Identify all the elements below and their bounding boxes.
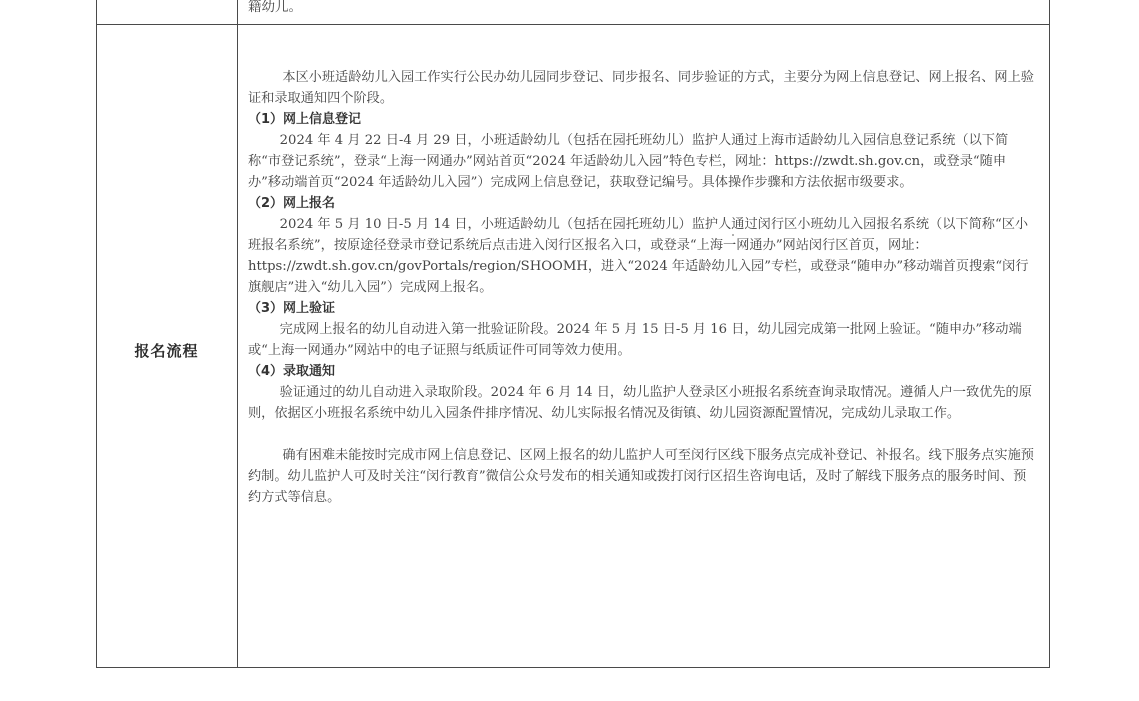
registration-process-content	[248, 67, 1038, 508]
section-body-online-verification: 完成网上报名的幼儿自动进入第一批验证阶段。2024 年 5 月 15 日-5 月 16 日，幼儿园完成第一批网上验证。“随申办”移动端或“上海一网通办”网站中的电子证照与纸质证件可同等效力使用。	[248, 322, 1022, 358]
closing-paragraph: 确有困难未能按时完成市网上信息登记、区网上报名的幼儿监护人可至闵行区线下服务点完成补登记、补报名。线下服务点实施预约制。幼儿监护人可及时关注“闵行教育”微信公众号发布的相关通知或拨打闵行区招生咨询电话，及时了解线下服务点的服务时间、预约方式等信息。	[248, 448, 1034, 505]
previous-row-text: 籍幼儿。	[248, 0, 302, 15]
section-heading-online-info-registration: （1）网上信息登记	[248, 112, 362, 127]
section-heading-admission-notice: （4）录取通知	[248, 364, 336, 379]
paragraph-spacer	[248, 424, 1038, 445]
section-body-online-info-registration: 2024 年 4 月 22 日-4 月 29 日，小班适龄幼儿（包括在园托班幼儿）监护人通过上海市适龄幼儿入园信息登记系统（以下简称“市登记系统”，登录“上海一网通办”网站首页“2024 年适龄幼儿入园”特色专栏，网址：https://zwdt.sh.gov.cn，或登录“随申办”移动端首页“2024 年适龄幼儿入园”）完成网上信息登记，获取登记编号。具体操作步骤和方法依据市级要求。	[248, 133, 1009, 190]
column-divider	[237, 0, 238, 668]
section-body-admission-notice: 验证通过的幼儿自动进入录取阶段。2024 年 6 月 14 日，幼儿监护人登录区小班报名系统查询录取情况。遵循人户一致优先的原则，依据区小班报名系统中幼儿入园条件排序情况、幼儿实际报名情况及街镇、幼儿园资源配置情况，完成幼儿录取工作。	[248, 385, 1032, 421]
intro-paragraph: 本区小班适龄幼儿入园工作实行公民办幼儿园同步登记、同步报名、同步验证的方式，主要分为网上信息登记、网上报名、网上验证和录取通知四个阶段。	[248, 70, 1034, 106]
scan-speck	[732, 234, 734, 236]
row-divider	[96, 24, 1050, 25]
section-heading-online-verification: （3）网上验证	[248, 301, 336, 316]
row-label-registration-process: 报名流程	[134, 342, 199, 360]
section-heading-online-enrollment: （2）网上报名	[248, 196, 336, 211]
section-body-online-enrollment: 2024 年 5 月 10 日-5 月 14 日，小班适龄幼儿（包括在园托班幼儿）监护人通过闵行区小班幼儿入园报名系统（以下简称“区小班报名系统”，按原途径登录市登记系统后点击进入闵行区报名入口，或登录“上海一网通办”网站闵行区首页，网址：https://zwdt.sh.gov.cn/govPortals/region/SHOOMH，进入“2024 年适龄幼儿入园”专栏，或登录“随申办”移动端首页搜索“闵行旗舰店”进入“幼儿入园”）完成网上报名。	[248, 217, 1029, 295]
